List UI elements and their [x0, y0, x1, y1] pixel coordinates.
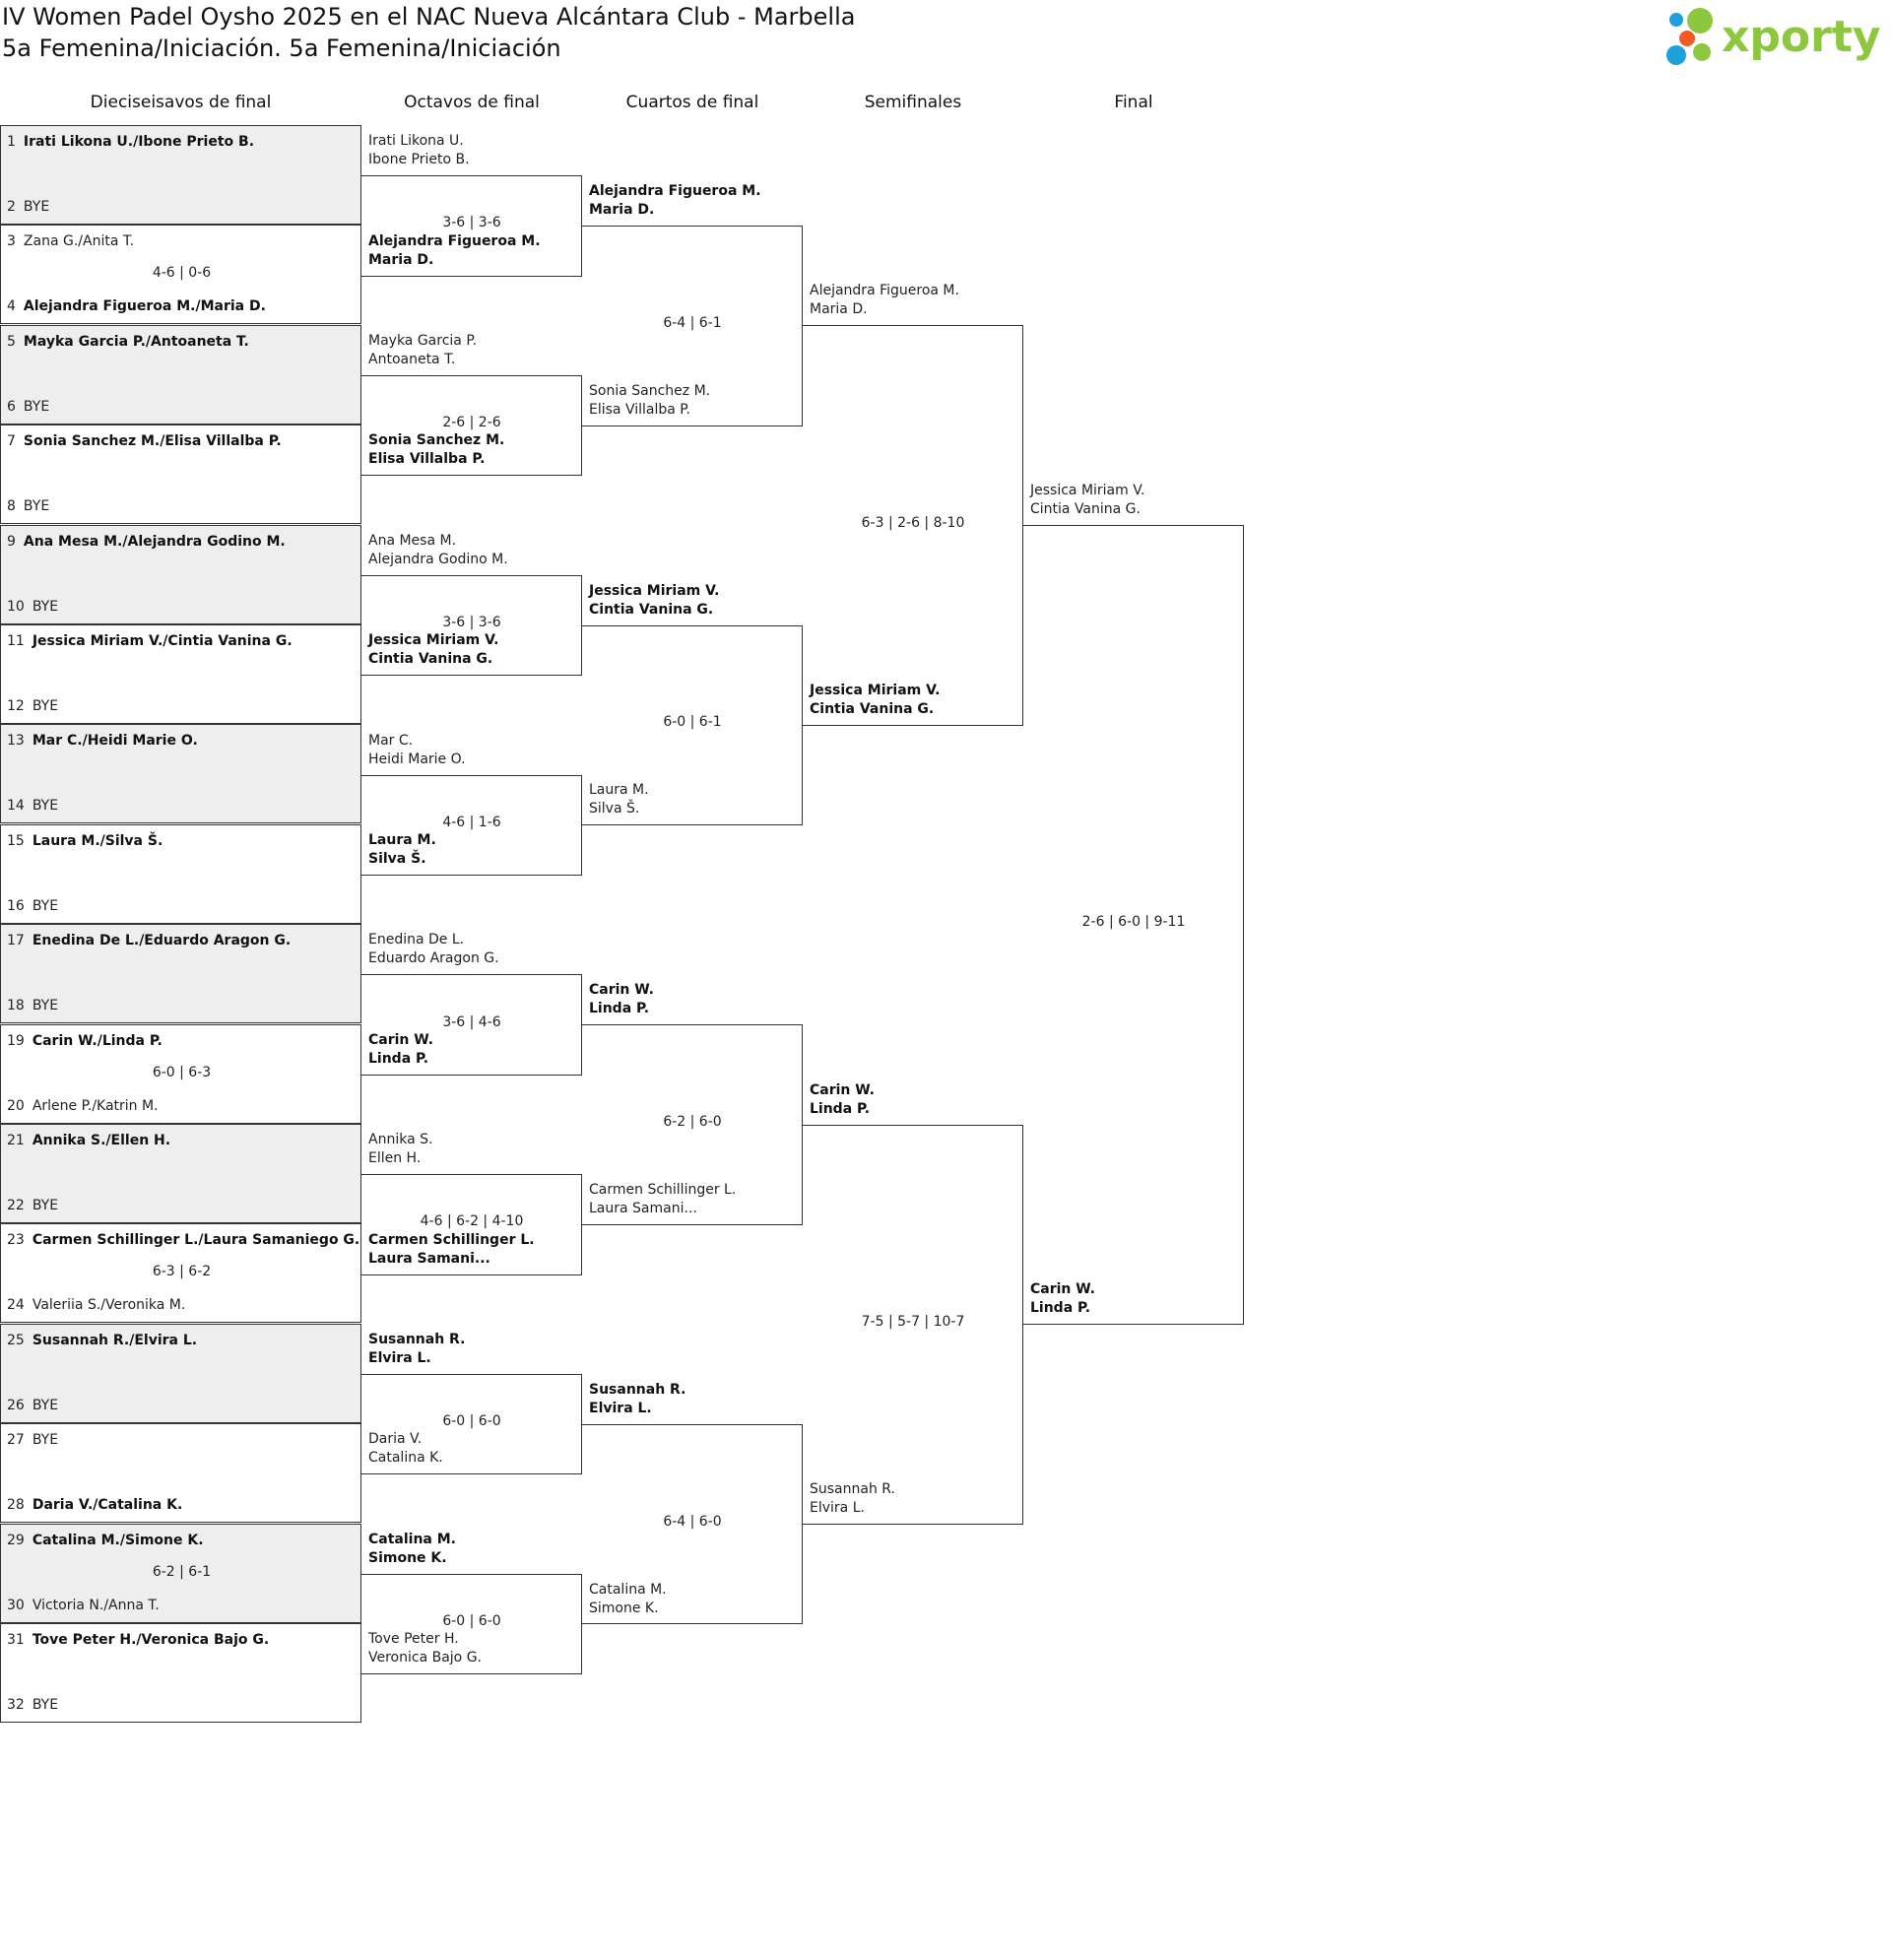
- r32-seed-top: [7, 933, 291, 948]
- seed-number: 20: [7, 1097, 25, 1114]
- player-name: Carin W.: [1030, 1281, 1095, 1298]
- player-name: Ellen H.: [368, 1150, 422, 1167]
- player-name: Linda P.: [1030, 1300, 1091, 1317]
- round-header-r16: Octavos de final: [404, 93, 540, 112]
- r32-seed-top: [7, 1033, 163, 1049]
- player-name: Susannah R.: [810, 1481, 895, 1498]
- final-player-top: [1030, 482, 1144, 519]
- r32-seed-bot: [7, 1198, 58, 1213]
- player-name: Veronica Bajo G.: [368, 1650, 482, 1666]
- seed-number: 30: [7, 1597, 25, 1613]
- team-name: BYE: [32, 1397, 59, 1413]
- r32-match: [0, 724, 361, 823]
- team-name: Tove Peter H./Veronica Bajo G.: [32, 1632, 270, 1648]
- r32-match: [0, 1024, 361, 1124]
- r32-seed-bot: [7, 599, 58, 615]
- r32-match: [0, 824, 361, 924]
- seed-number: 6: [7, 398, 16, 415]
- player-name: Elisa Villalba P.: [589, 401, 690, 418]
- player-name: Alejandra Figueroa M.: [589, 182, 761, 199]
- sf-player-top: [810, 282, 959, 319]
- team-name: Sonia Sanchez M./Elisa Villalba P.: [23, 433, 282, 450]
- r16-player-top: [368, 1531, 456, 1568]
- r32-seed-bot: [7, 199, 49, 215]
- qf-player-bot: [589, 1581, 667, 1618]
- player-name: Jessica Miriam V.: [589, 582, 720, 599]
- r32-match: [0, 1223, 361, 1323]
- r32-seed-top: [7, 1232, 359, 1248]
- seed-number: 24: [7, 1297, 25, 1314]
- r32-match: [0, 1623, 361, 1723]
- r16-player-top: [368, 332, 477, 369]
- player-name: Tove Peter H.: [368, 1631, 459, 1648]
- r16-player-bot: [368, 232, 541, 270]
- qf-player-top: [589, 1381, 685, 1418]
- match-score: 6-2 | 6-0: [663, 1114, 722, 1130]
- seed-number: 19: [7, 1032, 25, 1049]
- match-score: 4-6 | 6-2 | 4-10: [420, 1213, 524, 1230]
- player-name: Irati Likona U.: [368, 133, 464, 150]
- team-name: BYE: [23, 498, 50, 515]
- team-name: Daria V./Catalina K.: [32, 1497, 183, 1514]
- team-name: Mayka Garcia P./Antoaneta T.: [23, 333, 249, 350]
- qf-player-top: [589, 582, 719, 620]
- seed-number: 16: [7, 897, 25, 914]
- player-name: Alejandra Figueroa M.: [810, 283, 959, 299]
- team-name: Mar C./Heidi Marie O.: [32, 733, 198, 750]
- r32-seed-bot: [7, 1398, 58, 1413]
- seed-number: 15: [7, 832, 25, 849]
- player-name: Carmen Schillinger L.: [368, 1231, 535, 1248]
- team-name: Annika S./Ellen H.: [32, 1133, 171, 1148]
- team-name: Ana Mesa M./Alejandra Godino M.: [23, 533, 286, 550]
- r32-match: [0, 325, 361, 425]
- player-name: Jessica Miriam V.: [368, 632, 499, 649]
- r32-match: [0, 225, 361, 324]
- player-name: Ibone Prieto B.: [368, 152, 470, 168]
- logo-dot-blue-small: [1669, 13, 1683, 27]
- r32-seed-bot: [7, 1098, 159, 1114]
- player-name: Catalina M.: [368, 1531, 456, 1547]
- player-name: Simone K.: [368, 1549, 447, 1566]
- seed-number: 7: [7, 433, 16, 450]
- seed-number: 2: [7, 199, 16, 215]
- team-name: Susannah R./Elvira L.: [32, 1332, 198, 1348]
- match-score: 2-6 | 2-6: [442, 415, 501, 431]
- player-name: Antoaneta T.: [368, 352, 456, 367]
- r32-match: [0, 924, 361, 1023]
- team-name: Catalina M./Simone K.: [32, 1532, 204, 1548]
- page-subtitle: 5a Femenina/Iniciación. 5a Femenina/Iniciación: [2, 34, 561, 62]
- seed-number: 4: [7, 298, 16, 315]
- team-name: BYE: [32, 897, 59, 914]
- player-name: Cintia Vanina G.: [810, 700, 935, 717]
- r32-seed-top: [7, 1432, 58, 1448]
- r16-player-bot: [368, 431, 504, 469]
- r32-seed-bot: [7, 698, 58, 714]
- final-player-bot: [1030, 1280, 1095, 1318]
- match-score: 6-2 | 6-1: [152, 1563, 212, 1580]
- r32-seed-bot: [7, 1598, 160, 1613]
- logo-dot-green: [1687, 8, 1713, 33]
- team-name: Zana G./Anita T.: [23, 233, 135, 250]
- seed-number: 31: [7, 1632, 25, 1648]
- team-name: Carmen Schillinger L./Laura Samaniego G.: [32, 1232, 360, 1249]
- sf-player-bot: [810, 1480, 895, 1518]
- team-name: BYE: [32, 698, 59, 714]
- player-name: Mayka Garcia P.: [368, 333, 478, 349]
- player-name: Alejandra Godino M.: [368, 551, 508, 567]
- qf-player-top: [589, 182, 761, 220]
- match-score: 6-4 | 6-0: [663, 1513, 722, 1530]
- player-name: Carin W.: [368, 1031, 433, 1048]
- qf-player-bot: [589, 781, 649, 818]
- player-name: Elvira L.: [810, 1500, 865, 1517]
- team-name: BYE: [32, 998, 59, 1014]
- sf-player-bot: [810, 682, 940, 719]
- r32-match: [0, 624, 361, 724]
- page-title: IV Women Padel Oysho 2025 en el NAC Nueva Alcántara Club - Marbella: [2, 3, 856, 31]
- logo-dot-orange: [1679, 31, 1695, 46]
- r32-seed-top: [7, 833, 163, 849]
- r32-seed-bot: [7, 298, 266, 314]
- r16-player-top: [368, 931, 499, 968]
- r32-match: [0, 525, 361, 624]
- r32-seed-bot: [7, 798, 58, 814]
- team-name: Laura M./Silva Š.: [32, 832, 163, 849]
- seed-number: 8: [7, 498, 16, 515]
- r32-seed-top: [7, 1333, 197, 1348]
- logo-dot-blue: [1666, 45, 1686, 65]
- team-name: Jessica Miriam V./Cintia Vanina G.: [32, 633, 293, 649]
- player-name: Sonia Sanchez M.: [368, 432, 505, 449]
- qf-player-bot: [589, 382, 710, 420]
- r32-seed-bot: [7, 1497, 182, 1513]
- player-name: Silva Š.: [589, 801, 640, 817]
- round-header-r32: Dieciseisavos de final: [90, 93, 272, 112]
- r32-seed-top: [7, 1533, 204, 1548]
- r32-seed-bot: [7, 498, 49, 514]
- r32-seed-top: [7, 334, 249, 350]
- team-name: Carin W./Linda P.: [32, 1032, 163, 1049]
- logo-text: xporty: [1722, 12, 1881, 62]
- player-name: Simone K.: [589, 1600, 659, 1616]
- player-name: Eduardo Aragon G.: [368, 950, 499, 967]
- team-name: BYE: [32, 798, 59, 815]
- player-name: Laura Samani...: [589, 1200, 697, 1216]
- match-score: 6-4 | 6-1: [663, 314, 722, 331]
- logo-dot-green-small: [1693, 43, 1711, 61]
- r32-seed-bot: [7, 998, 58, 1013]
- team-name: Irati Likona U./Ibone Prieto B.: [23, 134, 255, 150]
- seed-number: 12: [7, 698, 25, 714]
- player-name: Cintia Vanina G.: [1030, 501, 1141, 518]
- seed-number: 17: [7, 933, 25, 949]
- team-name: BYE: [32, 1198, 59, 1213]
- seed-number: 22: [7, 1198, 25, 1213]
- team-name: BYE: [32, 1697, 59, 1713]
- r32-match: [0, 125, 361, 225]
- player-name: Catalina K.: [368, 1450, 443, 1467]
- seed-number: 13: [7, 733, 25, 750]
- seed-number: 11: [7, 633, 25, 649]
- match-score: 6-0 | 6-3: [152, 1064, 212, 1080]
- r32-seed-bot: [7, 1697, 58, 1713]
- r32-match: [0, 425, 361, 524]
- seed-number: 21: [7, 1133, 25, 1148]
- match-score: 4-6 | 1-6: [442, 814, 501, 830]
- seed-number: 5: [7, 333, 16, 350]
- r16-player-top: [368, 732, 466, 769]
- xporty-logo: [1663, 6, 1884, 67]
- team-name: Valeriia S./Veronika M.: [32, 1297, 186, 1314]
- player-name: Catalina M.: [589, 1581, 667, 1598]
- r32-match: [0, 1324, 361, 1423]
- player-name: Linda P.: [810, 1100, 871, 1117]
- player-name: Linda P.: [368, 1050, 429, 1067]
- match-score: 4-6 | 0-6: [152, 265, 212, 282]
- r16-player-top: [368, 1131, 432, 1168]
- round-header-sf: Semifinales: [864, 93, 962, 112]
- seed-number: 10: [7, 598, 25, 615]
- player-name: Jessica Miriam V.: [1030, 483, 1145, 499]
- r32-seed-top: [7, 134, 254, 150]
- player-name: Elvira L.: [589, 1400, 652, 1416]
- r16-player-top: [368, 132, 470, 169]
- player-name: Jessica Miriam V.: [810, 682, 941, 698]
- team-name: BYE: [32, 598, 59, 615]
- round-header-final: Final: [1114, 93, 1153, 112]
- r32-seed-top: [7, 633, 293, 649]
- team-name: Victoria N./Anna T.: [32, 1597, 160, 1613]
- player-name: Sonia Sanchez M.: [589, 382, 711, 399]
- r32-seed-top: [7, 1133, 170, 1148]
- seed-number: 18: [7, 998, 25, 1014]
- seed-number: 3: [7, 233, 16, 250]
- match-score: 6-0 | 6-1: [663, 714, 722, 731]
- sf-player-top: [810, 1081, 875, 1119]
- r16-player-bot: [368, 1231, 535, 1269]
- r16-player-bot: [368, 1031, 433, 1069]
- seed-number: 25: [7, 1332, 25, 1348]
- seed-number: 23: [7, 1232, 25, 1249]
- qf-player-top: [589, 981, 654, 1018]
- seed-number: 32: [7, 1697, 25, 1713]
- player-name: Mar C.: [368, 732, 414, 749]
- match-score: 3-6 | 4-6: [442, 1013, 501, 1030]
- r32-seed-bot: [7, 1297, 185, 1313]
- player-name: Carin W.: [589, 982, 654, 999]
- r32-seed-top: [7, 534, 286, 550]
- team-name: BYE: [23, 199, 50, 215]
- team-name: BYE: [23, 398, 50, 415]
- team-name: Alejandra Figueroa M./Maria D.: [23, 298, 266, 315]
- r16-player-bot: [368, 1630, 482, 1667]
- r16-player-bot: [368, 1430, 443, 1468]
- player-name: Alejandra Figueroa M.: [368, 232, 541, 249]
- r32-match: [0, 1124, 361, 1223]
- seed-number: 1: [7, 134, 16, 150]
- seed-number: 14: [7, 798, 25, 815]
- r32-match: [0, 1423, 361, 1523]
- match-score: 6-3 | 6-2: [152, 1264, 212, 1280]
- team-name: Arlene P./Katrin M.: [32, 1097, 159, 1114]
- player-name: Silva Š.: [368, 851, 426, 867]
- match-score: 3-6 | 3-6: [442, 215, 501, 231]
- player-name: Enedina De L.: [368, 932, 465, 948]
- player-name: Elvira L.: [368, 1350, 431, 1366]
- player-name: Susannah R.: [368, 1332, 466, 1347]
- r32-seed-top: [7, 233, 134, 249]
- r16-player-bot: [368, 831, 436, 869]
- r16-player-bot: [368, 631, 498, 669]
- seed-number: 9: [7, 533, 16, 550]
- team-name: Enedina De L./Eduardo Aragon G.: [32, 933, 292, 949]
- r16-player-top: [368, 1331, 465, 1368]
- r16-player-top: [368, 532, 508, 569]
- r32-seed-top: [7, 1632, 269, 1648]
- r32-seed-bot: [7, 898, 58, 914]
- player-name: Linda P.: [589, 1001, 650, 1017]
- player-name: Carmen Schillinger L.: [589, 1181, 737, 1198]
- match-score: 6-0 | 6-0: [442, 1413, 501, 1430]
- qf-player-bot: [589, 1181, 736, 1218]
- match-score: 2-6 | 6-0 | 9-11: [1081, 914, 1186, 931]
- player-name: Laura M.: [589, 782, 649, 799]
- player-name: Maria D.: [810, 301, 868, 318]
- r32-seed-bot: [7, 399, 49, 415]
- match-score: 7-5 | 5-7 | 10-7: [861, 1313, 965, 1330]
- match-score: 6-3 | 2-6 | 8-10: [861, 514, 965, 531]
- r32-seed-top: [7, 733, 198, 749]
- player-name: Maria D.: [368, 251, 434, 268]
- round-header-qf: Cuartos de final: [625, 93, 759, 112]
- seed-number: 27: [7, 1432, 25, 1449]
- player-name: Annika S.: [368, 1132, 433, 1148]
- player-name: Heidi Marie O.: [368, 751, 466, 767]
- player-name: Laura M.: [368, 832, 436, 848]
- player-name: Elisa Villalba P.: [368, 451, 486, 468]
- player-name: Daria V.: [368, 1431, 423, 1448]
- player-name: Susannah R.: [589, 1381, 686, 1398]
- player-name: Maria D.: [589, 201, 655, 218]
- match-score: 3-6 | 3-6: [442, 615, 501, 630]
- seed-number: 26: [7, 1397, 25, 1413]
- r32-match: [0, 1524, 361, 1623]
- seed-number: 29: [7, 1532, 25, 1548]
- player-name: Cintia Vanina G.: [589, 601, 714, 618]
- player-name: Laura Samani...: [368, 1250, 490, 1267]
- match-score: 6-0 | 6-0: [442, 1613, 501, 1629]
- player-name: Carin W.: [810, 1081, 875, 1098]
- r32-seed-top: [7, 433, 282, 449]
- seed-number: 28: [7, 1497, 25, 1514]
- player-name: Cintia Vanina G.: [368, 651, 493, 668]
- player-name: Ana Mesa M.: [368, 532, 457, 549]
- team-name: BYE: [32, 1432, 59, 1449]
